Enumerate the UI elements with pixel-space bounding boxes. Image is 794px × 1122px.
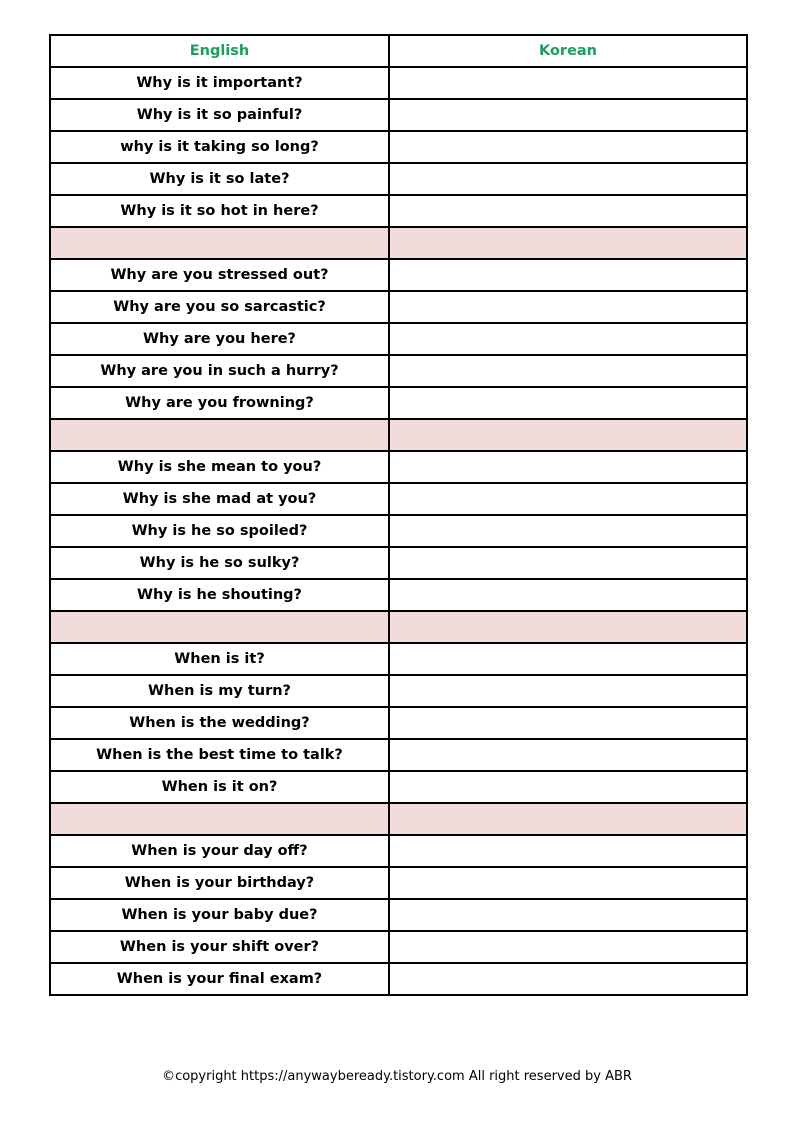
korean-answer-cell[interactable] (389, 867, 747, 899)
table-row (50, 867, 747, 899)
table-row (50, 675, 747, 707)
table-row (50, 931, 747, 963)
separator-cell-korean (389, 803, 747, 835)
table-row (50, 643, 747, 675)
table-row (50, 291, 747, 323)
korean-answer-cell[interactable] (389, 515, 747, 547)
table-row (50, 99, 747, 131)
separator-cell-english (50, 611, 389, 643)
separator-cell-korean (389, 227, 747, 259)
english-phrase-cell: When is it? (50, 643, 389, 675)
separator-cell-korean (389, 611, 747, 643)
table-row (50, 195, 747, 227)
english-phrase-cell: Why are you frowning? (50, 387, 389, 419)
section-separator-row (50, 611, 747, 643)
korean-answer-cell[interactable] (389, 547, 747, 579)
english-phrase-cell: Why is he so spoiled? (50, 515, 389, 547)
table-row (50, 131, 747, 163)
phrase-table (49, 34, 748, 996)
korean-answer-cell[interactable] (389, 931, 747, 963)
korean-answer-cell[interactable] (389, 323, 747, 355)
korean-answer-cell[interactable] (389, 739, 747, 771)
english-phrase-cell: Why is he shouting? (50, 579, 389, 611)
separator-cell-english (50, 227, 389, 259)
english-phrase-cell: Why is it so hot in here? (50, 195, 389, 227)
table-row (50, 483, 747, 515)
korean-answer-cell[interactable] (389, 899, 747, 931)
table-row (50, 67, 747, 99)
korean-answer-cell[interactable] (389, 195, 747, 227)
korean-answer-cell[interactable] (389, 835, 747, 867)
table-row (50, 451, 747, 483)
table-row (50, 739, 747, 771)
table-row (50, 163, 747, 195)
english-phrase-cell: When is your shift over? (50, 931, 389, 963)
english-phrase-cell: Why is he so sulky? (50, 547, 389, 579)
table-row (50, 547, 747, 579)
table-row (50, 963, 747, 995)
english-phrase-cell: When is the best time to talk? (50, 739, 389, 771)
korean-answer-cell[interactable] (389, 771, 747, 803)
section-separator-row (50, 803, 747, 835)
english-phrase-cell: When is your day off? (50, 835, 389, 867)
table-row (50, 323, 747, 355)
korean-answer-cell[interactable] (389, 387, 747, 419)
english-column-header: English (50, 35, 389, 67)
korean-answer-cell[interactable] (389, 355, 747, 387)
section-separator-row (50, 419, 747, 451)
korean-answer-cell[interactable] (389, 579, 747, 611)
english-phrase-cell: Why is it so late? (50, 163, 389, 195)
english-phrase-cell: When is your baby due? (50, 899, 389, 931)
table-row (50, 355, 747, 387)
korean-column-header: Korean (389, 35, 747, 67)
english-phrase-cell: Why are you stressed out? (50, 259, 389, 291)
section-separator-row (50, 227, 747, 259)
english-phrase-cell: When is my turn? (50, 675, 389, 707)
separator-cell-korean (389, 419, 747, 451)
table-row (50, 515, 747, 547)
korean-answer-cell[interactable] (389, 291, 747, 323)
english-phrase-cell: Why are you so sarcastic? (50, 291, 389, 323)
english-phrase-cell: why is it taking so long? (50, 131, 389, 163)
korean-answer-cell[interactable] (389, 483, 747, 515)
english-phrase-cell: Why is she mean to you? (50, 451, 389, 483)
korean-answer-cell[interactable] (389, 163, 747, 195)
english-phrase-cell: When is it on? (50, 771, 389, 803)
korean-answer-cell[interactable] (389, 643, 747, 675)
table-row (50, 899, 747, 931)
korean-answer-cell[interactable] (389, 67, 747, 99)
english-phrase-cell: When is your final exam? (50, 963, 389, 995)
table-row (50, 771, 747, 803)
english-phrase-cell: Why is it important? (50, 67, 389, 99)
korean-answer-cell[interactable] (389, 707, 747, 739)
separator-cell-english (50, 803, 389, 835)
korean-answer-cell[interactable] (389, 99, 747, 131)
english-phrase-cell: Why is she mad at you? (50, 483, 389, 515)
table-header-row (50, 35, 747, 67)
korean-answer-cell[interactable] (389, 259, 747, 291)
korean-answer-cell[interactable] (389, 451, 747, 483)
separator-cell-english (50, 419, 389, 451)
korean-answer-cell[interactable] (389, 675, 747, 707)
korean-answer-cell[interactable] (389, 131, 747, 163)
table-row (50, 259, 747, 291)
table-body (50, 67, 747, 995)
english-phrase-cell: Why is it so painful? (50, 99, 389, 131)
korean-answer-cell[interactable] (389, 963, 747, 995)
english-phrase-cell: Why are you in such a hurry? (50, 355, 389, 387)
table-row (50, 707, 747, 739)
english-phrase-cell: When is the wedding? (50, 707, 389, 739)
english-phrase-cell: When is your birthday? (50, 867, 389, 899)
table-row (50, 835, 747, 867)
english-phrase-cell: Why are you here? (50, 323, 389, 355)
table-row (50, 387, 747, 419)
table-row (50, 579, 747, 611)
copyright-footer: ©copyright https://anywaybeready.tistory.com All right reserved by ABR (162, 1069, 632, 1084)
